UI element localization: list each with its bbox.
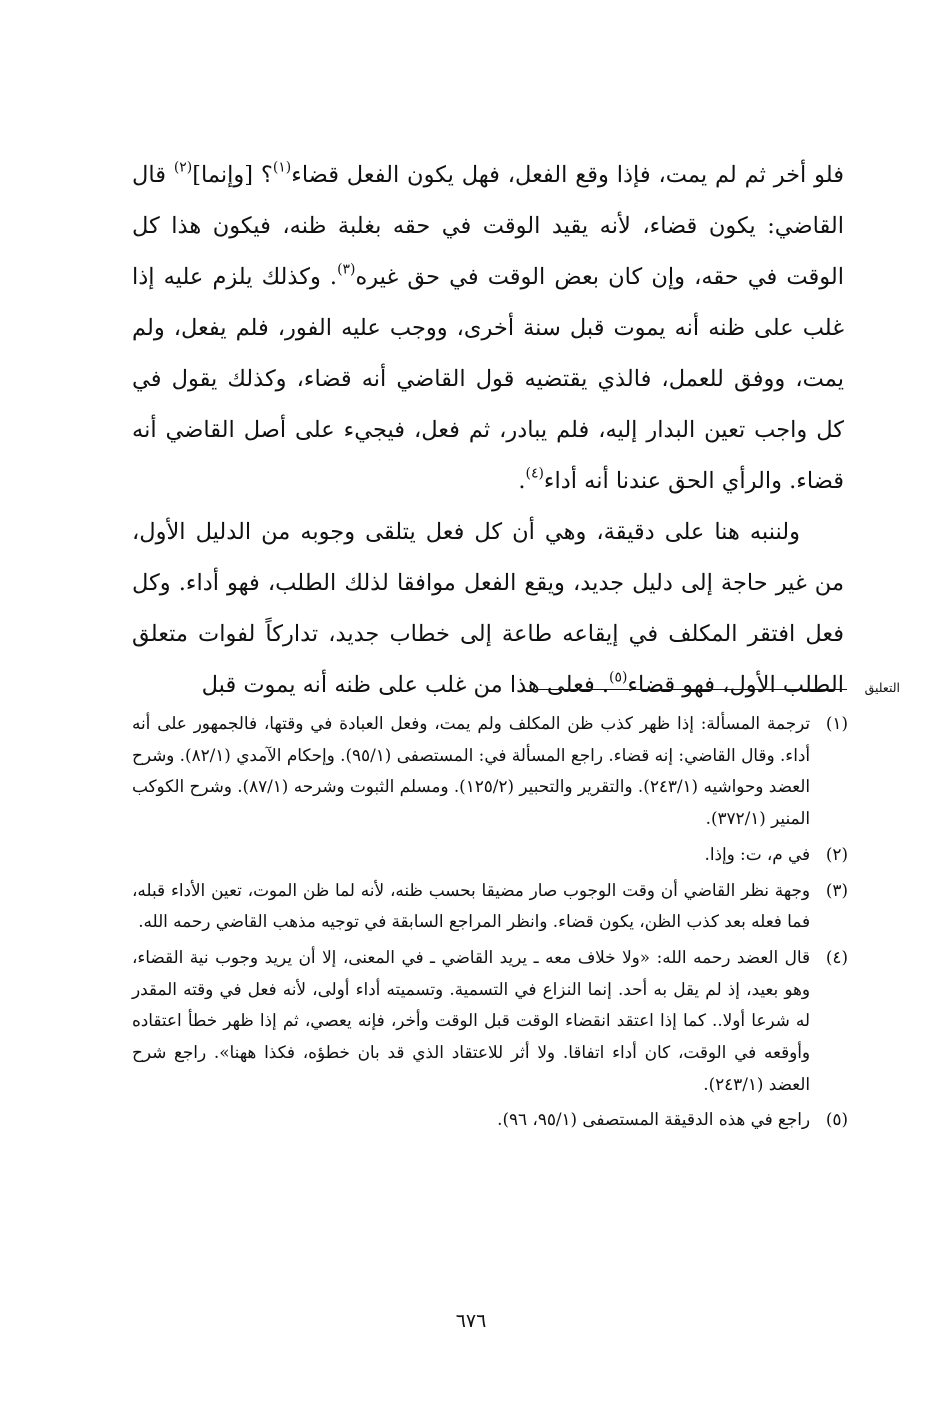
footnote-number: (٤) <box>825 946 848 967</box>
footnote-5 <box>132 1104 848 1136</box>
main-text <box>132 150 844 711</box>
footnote-2 <box>132 839 848 871</box>
footnote-number: (٣) <box>825 879 848 900</box>
text-run: . فعلى هذا من غلب على ظنه أنه يموت قبل <box>201 672 610 698</box>
notes-label: التعليق <box>864 680 900 695</box>
text-run: قال القاضي: يكون قضاء، لأنه يقيد الوقت في حقه بغلبة ظنه، فيكون هذا كل الوقت في حقه، وإن كان بعض الوقت في حق غيره <box>132 162 844 290</box>
text-run: ؟ [وإنما] <box>192 162 273 188</box>
footnote-3 <box>132 875 848 938</box>
paragraph-2 <box>132 507 844 711</box>
footnote-ref-3: (٣) <box>337 261 356 278</box>
footnote-text: وجهة نظر القاضي أن وقت الوجوب صار مضيقا بحسب ظنه، لأنه لما ظن الموت، تعين الأداء قبله، فما فعله بعد كذب الظن، يكون قضاء. وانظر المراجع السابقة في توجيه مذهب القاضي رحمه الله. <box>132 879 810 932</box>
page-number: ٦٧٦ <box>455 1310 487 1332</box>
footnote-text: راجع في هذه الدقيقة المستصفى (٩٥/١، ٩٦). <box>497 1109 810 1130</box>
footnote-text: ترجمة المسألة: إذا ظهر كذب ظن المكلف ولم يمت، وفعل العبادة في وقتها، فالجمهور على أنه أداء. وقال القاضي: إنه قضاء. راجع المسألة في: المستصفى (٩٥/١). وإحكام الآمدي (٨٢/١). وشرح العضد وحواشيه (٢٤٣/١). والتقرير والتحبير (١٢٥/٢). ومسلم الثبوت وشرحه (٨٧/١). وشرح الكوكب المنير (٣٧٢/١). <box>132 713 811 829</box>
footnote-ref-1: (١) <box>272 159 292 176</box>
footnote-ref-4: (٤) <box>525 465 544 482</box>
paragraph-1 <box>132 150 844 507</box>
footnote-text: قال العضد رحمه الله: «ولا خلاف معه ـ يريد القاضي ـ في المعنى، إلا أن يريد وجوب نية القضاء، وهو بعيد، إذ لم يقل به أحد. إنما النزاع في التسمية. وتسميته أداء أولى، لأنه فعل في وقته المقدر له شرعا أولا.. كما إذا اعتقد انقضاء الوقت قبل الوقت وأخر، فإنه يعصي، ثم إذا ظهر خطأ اعتقاده وأوقعه في الوقت، كان أداء اتفاقا. ولا أثر للاعتقاد الذي قد بان خطؤه، فكذا ههنا». راجع شرح العضد (٢٤٣/١). <box>132 946 810 1094</box>
text-run: ولننبه هنا على دقيقة، وهي أن كل فعل يتلقى وجوبه من الدليل الأول، من غير حاجة إلى دليل جديد، ويقع الفعل موافقا لذلك الطلب، فهو أداء. وكل فعل افتقر المكلف في إيقاعه طاعة إلى خطاب جديد، تداركاً لفوات متعلق الطلب الأول، فهو قضاء <box>132 519 844 698</box>
footnote-number: (٥) <box>825 1109 848 1130</box>
footnote-number: (١) <box>825 713 848 733</box>
footnote-4 <box>132 942 848 1101</box>
footnote-text: في م، ت: وإذا. <box>704 843 810 864</box>
text-run: . وكذلك يلزم عليه إذا غلب على ظنه أنه يموت قبل سنة أخرى، ووجب عليه الفور، فلم يفعل، ولم يمت، ووفق للعمل، فالذي يقتضيه قول القاضي أنه قضاء، وكذلك يقول في كل واجب تعين البدار إليه، فلم يبادر، ثم فعل، فيجيء على أصل القاضي أنه قضاء. والرأي الحق عندنا أنه أداء <box>132 264 844 494</box>
text-run: فلو أخر ثم لم يمت، فإذا وقع الفعل، فهل يكون الفعل قضاء <box>291 162 844 188</box>
footnote-ref-2: (٢) <box>173 159 193 176</box>
text-run: . <box>518 468 526 494</box>
footnotes <box>132 708 848 1140</box>
footnote-ref-5: (٥) <box>609 669 628 686</box>
footnote-separator <box>535 689 847 690</box>
footnote-1 <box>132 708 848 835</box>
footnote-number: (٢) <box>825 843 848 864</box>
